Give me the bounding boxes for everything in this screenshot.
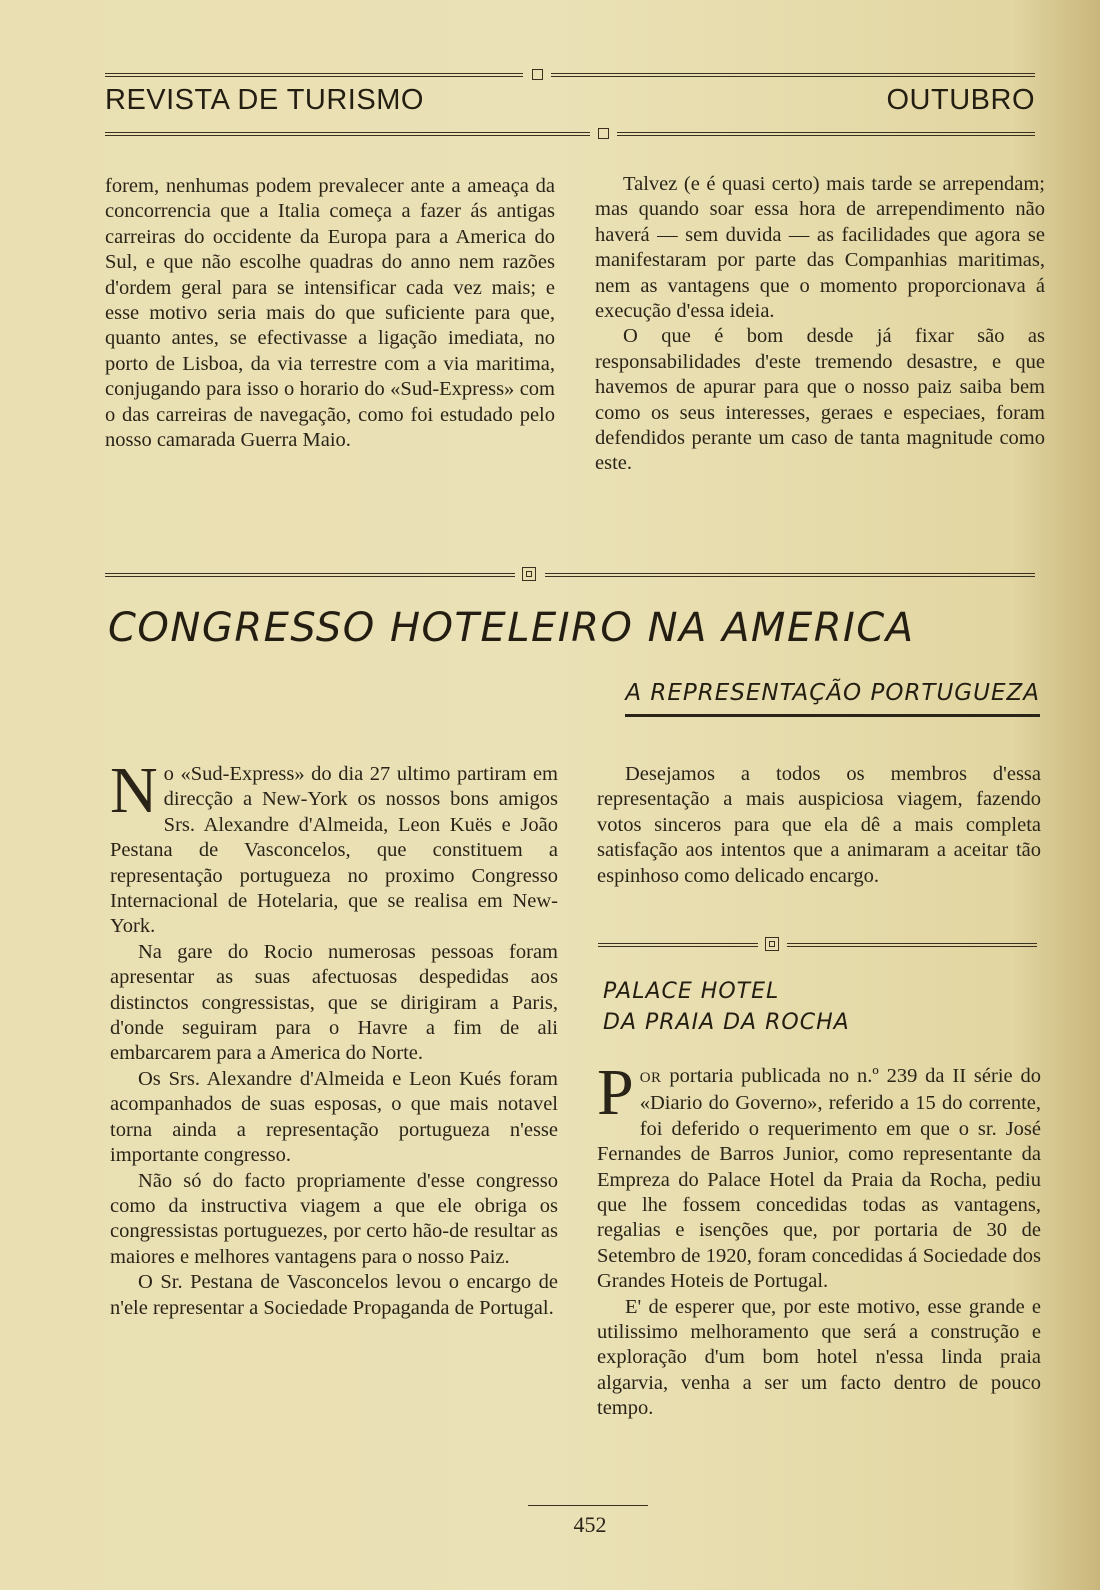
top-right-column bbox=[595, 172, 1045, 477]
paragraph: Os Srs. Alexandre d'Almeida e Leon Kués foram acompanhados de suas esposas, o que mais notavel torna ainda a representação portugueza n'esse importante congresso. bbox=[110, 1067, 558, 1167]
header-bottom-rule-left bbox=[105, 132, 590, 136]
paragraph: O Sr. Pestana de Vasconcelos levou o encargo de n'ele representar a Sociedade Propaganda de Portugal. bbox=[110, 1271, 558, 1319]
palace-lead-paragraph bbox=[597, 1056, 1041, 1295]
palace-title-line-1: PALACE HOTEL bbox=[603, 979, 780, 1004]
continued-paragraph: forem, nenhumas podem prevalecer ante a ameaça da concorrencia que a Italia começa a fazer ás antigas carreiras do occidente da Europa para a America do Sul, e que não escolhe quadras do anno nem razões d'ordem geral para se intensificar cada vez mais; e esse motivo seria mais do que suficiente para que, quanto antes, se efectivasse a ligação imediata, no porto de Lisboa, da via terrestre com a via maritima, conjugando para isso o horario do «Sud-Express» com o das carreiras de navegação, como foi estudado pelo nosso camarada Guerra Maio. bbox=[105, 175, 555, 452]
paragraph: Não só do facto propriamente d'esse congresso como da instructiva viagem a que ele obriga os congressistas portuguezes, por certo hão-de resultar as maiores e melhores vantagens para o nosso Paiz. bbox=[110, 1169, 558, 1268]
paragraph: E' de esperer que, por este motivo, esse grande e utilissimo melhoramento que será a construção e exploração d'um bom hotel n'essa linda praia algarvia, venha a ser um facto dentro de pouco tempo. bbox=[597, 1295, 1041, 1420]
header-bottom-rule-right bbox=[617, 132, 1035, 136]
palace-lead-text: portaria publicada no n.º 239 da II série do «Diario do Governo», referido a 15 do corrente, foi deferido o requerimento em que o sr. José Fernandes de Barros Junior, como representante da Empreza do Palace Hotel da Praia da Rocha, pediu que lhe fossem concedidas todas as vantagens, regalias e isenções que, por portaria de 30 de Setembro de 1920, foram concedidas á Sociedade dos Grandes Hoteis de Portugal. bbox=[597, 1065, 1041, 1293]
article-subtitle: A REPRESENTAÇÃO PORTUGUEZA bbox=[625, 680, 1040, 717]
palace-divider-left bbox=[598, 943, 758, 947]
page-number-rule bbox=[528, 1505, 648, 1506]
paragraph: O que é bom desde já fixar são as responsabilidades d'este tremendo desastre, e que havemos de apurar para que o nosso paiz saiba bem como os seus interesses, geraes e especiaes, foram defendidos perante um caso de tanta magnitude como este. bbox=[595, 325, 1045, 475]
paragraph: Desejamos a todos os membros d'essa representação a mais auspiciosa viagem, fazendo votos sinceros para que ela dê a mais completa satisfação aos intentos que a animaram a aceitar tão espinhoso como delicado encargo. bbox=[597, 763, 1041, 887]
header-top-rule-right bbox=[551, 73, 1035, 77]
dropcap: N bbox=[110, 754, 158, 827]
palace-divider-right bbox=[787, 943, 1037, 947]
lead-paragraph bbox=[110, 754, 558, 940]
smallcaps: OR bbox=[639, 1070, 662, 1086]
paragraph: Talvez (e é quasi certo) mais tarde se arrependam; mas quando soar essa hora de arrependimento não haverá — sem duvida — as facilidades que agora se manifestaram por parte das Companhias maritimas, nem as vantagens que o momento proporcionava á execução d'essa ideia. bbox=[595, 173, 1045, 323]
magazine-title: REVISTA DE TURISMO bbox=[105, 84, 424, 116]
section-divider-ornament bbox=[522, 567, 536, 581]
article-left-column bbox=[110, 754, 558, 1321]
paragraph: Na gare do Rocio numerosas pessoas foram apresentar as suas afectuosas despedidas aos distinctos congressistas, que se dirigiram a Paris, d'onde seguiram para o Havre a fim de ali embarcarem para a America do Norte. bbox=[110, 940, 558, 1065]
lead-text: o «Sud-Express» do dia 27 ultimo partiram em direcção a New-York os nossos bons amigos Srs. Alexandre d'Almeida, Leon Kuës e João Pestana de Vasconcelos, que constituem a representação portugueza no proximo Congresso Internacional de Hotelaria, que se realisa em New-York. bbox=[110, 763, 558, 938]
section-divider-left bbox=[105, 573, 515, 577]
top-left-column bbox=[105, 174, 555, 453]
palace-title-line-2: DA PRAIA DA ROCHA bbox=[603, 1010, 850, 1035]
dropcap: P bbox=[597, 1056, 634, 1129]
section-divider-right bbox=[545, 573, 1035, 577]
header-ornament-top bbox=[532, 69, 543, 80]
article-title: CONGRESSO HOTELEIRO NA AMERICA bbox=[108, 605, 915, 651]
issue-month: OUTUBRO bbox=[886, 84, 1035, 116]
article-right-column bbox=[597, 762, 1041, 889]
header-ornament-bottom bbox=[598, 128, 609, 139]
palace-title bbox=[603, 976, 1043, 1038]
page-number: 452 bbox=[573, 1512, 607, 1537]
palace-divider-ornament bbox=[765, 937, 779, 951]
header-top-rule-left bbox=[105, 73, 523, 77]
palace-column bbox=[597, 1056, 1041, 1422]
